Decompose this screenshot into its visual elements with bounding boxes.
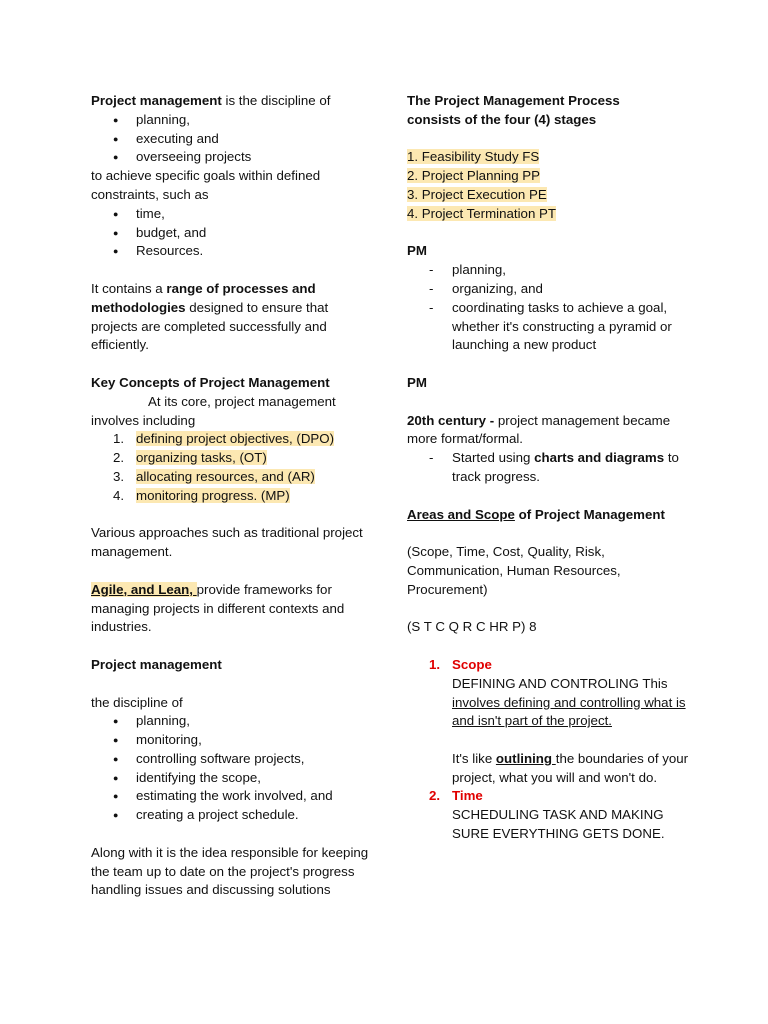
started-post: to track progress. bbox=[452, 450, 679, 484]
areas-numbered-list-continued bbox=[407, 787, 697, 806]
item-number: 3. bbox=[113, 468, 125, 484]
intro-term: Project management bbox=[91, 93, 222, 108]
intro-text: is the discipline of bbox=[221, 93, 331, 108]
contains-post: designed to ensure that projects are completed successfully and efficiently. bbox=[91, 299, 329, 353]
century-text: project management became more format/formal. bbox=[407, 412, 671, 447]
pm-heading: Project management bbox=[91, 656, 222, 672]
areas-rest: of Project Management bbox=[514, 506, 665, 522]
key-concepts-heading: Key Concepts of Project Management bbox=[91, 374, 330, 390]
right-column bbox=[407, 92, 697, 844]
list-item bbox=[407, 186, 697, 205]
started-bold: charts and diagrams bbox=[534, 450, 665, 466]
outline-bold: outlining bbox=[495, 750, 556, 766]
list-item bbox=[407, 148, 697, 167]
list-item bbox=[91, 430, 371, 449]
contains-bold: range of processes and methodologies bbox=[91, 280, 316, 315]
list-item: ● executing and bbox=[91, 130, 371, 149]
agile-text: provide frameworks for managing projects in different contexts and industries. bbox=[91, 581, 345, 635]
outline-paragraph bbox=[407, 750, 697, 788]
item-text: monitoring progress. (MP) bbox=[136, 487, 290, 503]
scope-paragraph bbox=[407, 675, 697, 731]
list-item bbox=[407, 656, 697, 675]
item-number: 2. bbox=[113, 450, 125, 466]
scope-text: DEFINING AND CONTROLING This bbox=[452, 675, 668, 691]
list-item bbox=[91, 468, 371, 487]
pm-label: PM bbox=[407, 374, 427, 390]
list-item bbox=[407, 787, 697, 806]
agile-lean-term: Agile, and Lean, bbox=[91, 581, 197, 597]
outline-post: the boundaries of your project, what you will and won't do. bbox=[452, 750, 689, 785]
approaches-text: Various approaches such as traditional project management. bbox=[91, 525, 363, 560]
list-item: ● estimating the work involved, and bbox=[91, 787, 371, 806]
list-item bbox=[91, 487, 371, 506]
pm-label: PM bbox=[407, 243, 427, 259]
stage-text: 4. Project Termination PT bbox=[407, 205, 557, 221]
stage-text: 3. Project Execution PE bbox=[407, 186, 547, 202]
list-item bbox=[407, 205, 697, 224]
list-item bbox=[91, 449, 371, 468]
list-item: ● creating a project schedule. bbox=[91, 806, 371, 825]
item-text: defining project objectives, (DPO) bbox=[136, 431, 335, 447]
item-number: 2. bbox=[429, 788, 441, 804]
list-item: - planning, bbox=[407, 261, 697, 280]
areas-underlined: Areas and Scope bbox=[407, 506, 515, 522]
century-dash-list bbox=[407, 449, 697, 487]
intro-bullet-list bbox=[91, 111, 371, 167]
intro-paragraph bbox=[91, 92, 371, 111]
list-item bbox=[407, 449, 697, 487]
list-item: ● budget, and bbox=[91, 224, 371, 243]
item-number: 1. bbox=[113, 431, 125, 447]
list-item: ● Resources. bbox=[91, 242, 371, 261]
contains-pre: It contains a bbox=[91, 280, 167, 296]
constraint-bullet-list bbox=[91, 205, 371, 261]
item-text: organizing tasks, (OT) bbox=[136, 450, 267, 466]
pm-bullet-list bbox=[91, 712, 371, 825]
agile-paragraph bbox=[91, 581, 371, 637]
abbreviation-text: (S T C Q R C HR P) 8 bbox=[407, 619, 537, 635]
areas-heading bbox=[407, 506, 697, 525]
list-item: ● time, bbox=[91, 205, 371, 224]
list-item: ● controlling software projects, bbox=[91, 750, 371, 769]
century-paragraph bbox=[407, 412, 697, 450]
list-item: ● monitoring, bbox=[91, 731, 371, 750]
process-heading-line2: consists of the four (4) stages bbox=[407, 111, 597, 127]
list-item: ● identifying the scope, bbox=[91, 769, 371, 788]
goal-text: to achieve specific goals within defined constraints, such as bbox=[91, 168, 321, 202]
list-item: ● planning, bbox=[91, 111, 371, 130]
time-text: SCHEDULING TASK AND MAKING SURE EVERYTHING GETS DONE. bbox=[452, 807, 665, 842]
along-paragraph: Along with it is the idea responsible for keeping the team up to date on the project's progress handling issues and discussing solutions bbox=[91, 844, 369, 898]
time-title: Time bbox=[452, 788, 483, 804]
contains-paragraph bbox=[91, 280, 371, 355]
list-item: - organizing, and bbox=[407, 280, 697, 299]
item-number: 4. bbox=[113, 487, 125, 503]
pm-discipline-text: the discipline of bbox=[91, 694, 183, 710]
stage-text: 1. Feasibility Study FS bbox=[407, 149, 540, 165]
process-heading-line1: The Project Management Process bbox=[407, 93, 620, 108]
areas-numbered-list bbox=[407, 656, 697, 675]
century-term: 20th century - bbox=[407, 412, 498, 428]
started-pre: Started using bbox=[452, 450, 535, 466]
key-concepts-text: At its core, project management involves including bbox=[91, 393, 336, 428]
scope-title: Scope bbox=[452, 656, 492, 672]
list-item bbox=[407, 167, 697, 186]
outline-pre: It's like bbox=[452, 750, 496, 766]
scope-underlined-text: involves defining and controlling what is and isn't part of the project. bbox=[452, 694, 686, 729]
key-concepts-list bbox=[91, 430, 371, 505]
item-text: allocating resources, and (AR) bbox=[136, 468, 315, 484]
pm-dash-list bbox=[407, 261, 697, 355]
stage-text: 2. Project Planning PP bbox=[407, 168, 541, 184]
item-number: 1. bbox=[429, 656, 441, 672]
list-item: ● overseeing projects bbox=[91, 148, 371, 167]
stages-list bbox=[407, 148, 697, 223]
list-item: - coordinating tasks to achieve a goal, whether it's constructing a pyramid or launching a new product bbox=[407, 299, 697, 355]
areas-list-text: (Scope, Time, Cost, Quality, Risk, Communication, Human Resources, Procurement) bbox=[407, 544, 621, 597]
left-column bbox=[91, 92, 371, 900]
list-item: ● planning, bbox=[91, 712, 371, 731]
